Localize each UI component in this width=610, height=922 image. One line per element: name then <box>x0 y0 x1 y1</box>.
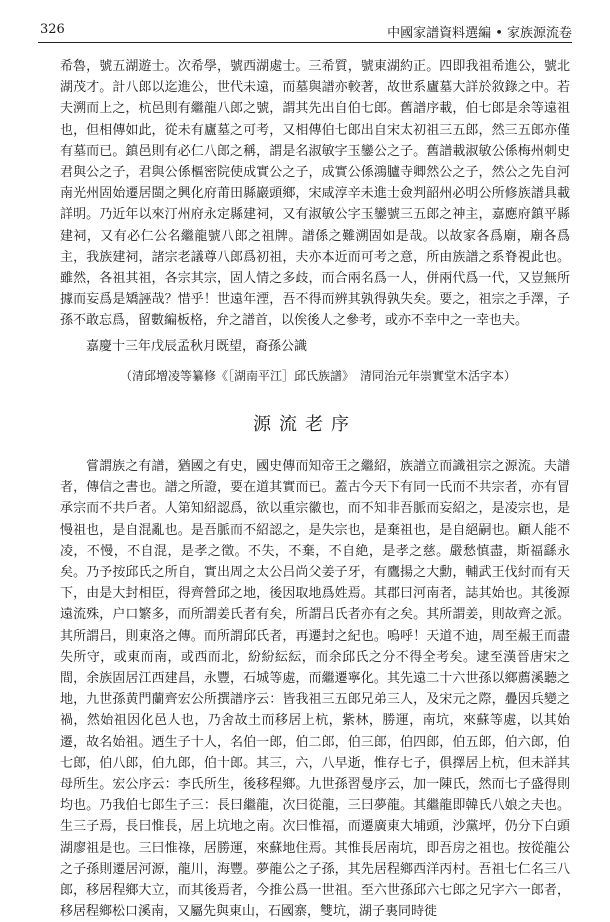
section-title: 源流老序 <box>253 414 357 435</box>
source-citation: （清邱增凌等纂修《［湖南平江］邱氏族譜》 清同治元年崇實堂木活字本） <box>120 369 517 383</box>
body-paragraph: 嘗謂族之有譜，猶國之有史，國史傳而知帝王之繼紹，族譜立而識祖宗之源流。夫譜者，傳信之書也。譜之所證，要在道其實而已。蓋古今天下有同一氏而不共宗者，亦有冒承宗而不共戶者。人第知紹認爲，欲以重宗徽也，而不知非吾脈而妄紹之，是凌宗也，是慢祖也，是自混亂也。是吾脈而不紹認之，是失宗也，是棄祖也，是自絕嗣也。顧人能不凌，不慢，不自混，是孝之徵。不失，不棄，不自絶，是孝之慈。嚴愁慎盡，斯福繇永矣。乃予按邱氏之所自，實出周之太公吕尚父姜子牙，有鷹揚之大勳，輔武王伐紂而有天下，由是大封相臣，得齊營邱之地，後因取地爲姓焉。其郡曰河南者，誌其始也。其後源遠流殊，户口繁多，而所謂姜氏者有矣，所謂吕氏者亦有之矣。其所謂姜，則故齊之派。其所謂吕，則東洛之傳。而所謂邱氏者，再遷封之紀也。嗚呼！天道不迪，周至赧王而盡失所守，或東而南，或西而北，紛紛紜紜，而余邱氏之分不得全考矣。逮至漢晉唐宋之間，余族固居江西建昌，永豐，石城等處，而繼遷寧化。其先遠二十六世孫以鄉薦溪聽之地，九世孫黄門蘭齊宏公所撰譜序云：皆我祖三五郎兄弟三人，及宋元之際，疊因兵變之禍，然始祖因化邑人也，乃舍故土而移居上杭，紫林，勝運，南坑，來蘇等處，以其始遷，故名始祖。迺生子十人，名伯一郎，伯二郎，伯三郎，伯四郎，伯五郎，伯六郎，伯七郎，伯八郎，伯九郎，伯十郎。其三，六，八早逝，惟存七子，俱擇居上杭，但未詳其母所生。宏公序云：李氏所生，後移程鄉。九世孫習曼序云，加一陳氏，然而七子盛得則均也。乃我伯七郎生子三：長曰繼龍，次曰從龍，三曰夢龍。其繼龍即韓氏八娘之夫也。生三子焉，長曰惟長，居上坑地之南。次曰惟福，而遷廣東大埔頭，沙黨坪，仍分下白頭湖廖祖是也。三曰惟祿，居勝運，來蘇地住焉。其惟長居南坑，即吾房之祖也。按從龍公之子孫則遷居河源，龍川，海豐。夢龍公之子孫，其先居程鄉西洋丙村。吾祖七仁名三八郎，移居程鄉大立，而其後焉者，今推公爲一世祖。至六世孫邱六七郎之兄字六一郎者，移居程鄉松口溪南，又屬先與東山，石國寨，雙坑，湖子裏同時徙 <box>60 459 570 920</box>
page-number: 326 <box>40 22 65 37</box>
signature-line: 嘉慶十三年戊辰孟秋月既望，裔孫公識 <box>86 338 308 354</box>
body-paragraph: 希魯，號五湖遊士。次希學，號西湖處士。三希質，號東湖約正。四即我祖希進公，號北湖茂才。計八郎以迄進公，世代未遠，而墓與譜亦較著，故世系廬墓大詳於敘錄之中。若夫溯而上之，杭邑則有繼龍八郎之號，謂其先出自伯七郎。舊譜序載，伯七郎是余等遠祖也，但相傳如此，從未有廬墓之可考，又相傳伯七郎出自宋太初祖三五郎，然三五郎亦僅有墓而已。鎮邑則有必仁八郎之稱，謂是名淑敏字玉鑾公之子。舊譜載淑敏公係梅州刺史君與公之子，君與公係樞密院使成實公之子，成實公係鴻臚寺卿然公之子，然公之先自河南光州固始遷居閩之興化府莆田縣巖頭鄉，宋咸淳辛未進士僉判韶州必明公所修族譜具載詳明。乃近年以來汀州府永定縣建祠，又有淑敏公字玉鑾號三五郎之神主，嘉應府鎮平縣建祠，又有必仁公名繼龍號八郎之祖牌。譜係之難溯固如是哉。以故家各爲廟，廟各爲主，我族建祠，諸宗老議尊八郎爲初祖，夫亦本近而可考之意，所由族譜之系脊視此也。雖然，各祖其祖，各宗其宗，固人情之多歧，而合兩名爲一人，併兩代爲一代，又豈無所據而妄爲是矯誣哉？惜乎！世遠年湮，吾不得而辨其孰得孰失矣。要之，祖宗之手澤，子孫不敢忘爲，留數編板格，弁之譜首，以俟後人之參考，或亦不幸中之一幸也夫。 <box>60 59 570 329</box>
preceding-text-section <box>60 56 570 357</box>
preface-section <box>60 456 570 922</box>
page-header <box>38 18 572 43</box>
running-title: 中國家譜資料選編 • 家族源流卷 <box>387 26 572 41</box>
